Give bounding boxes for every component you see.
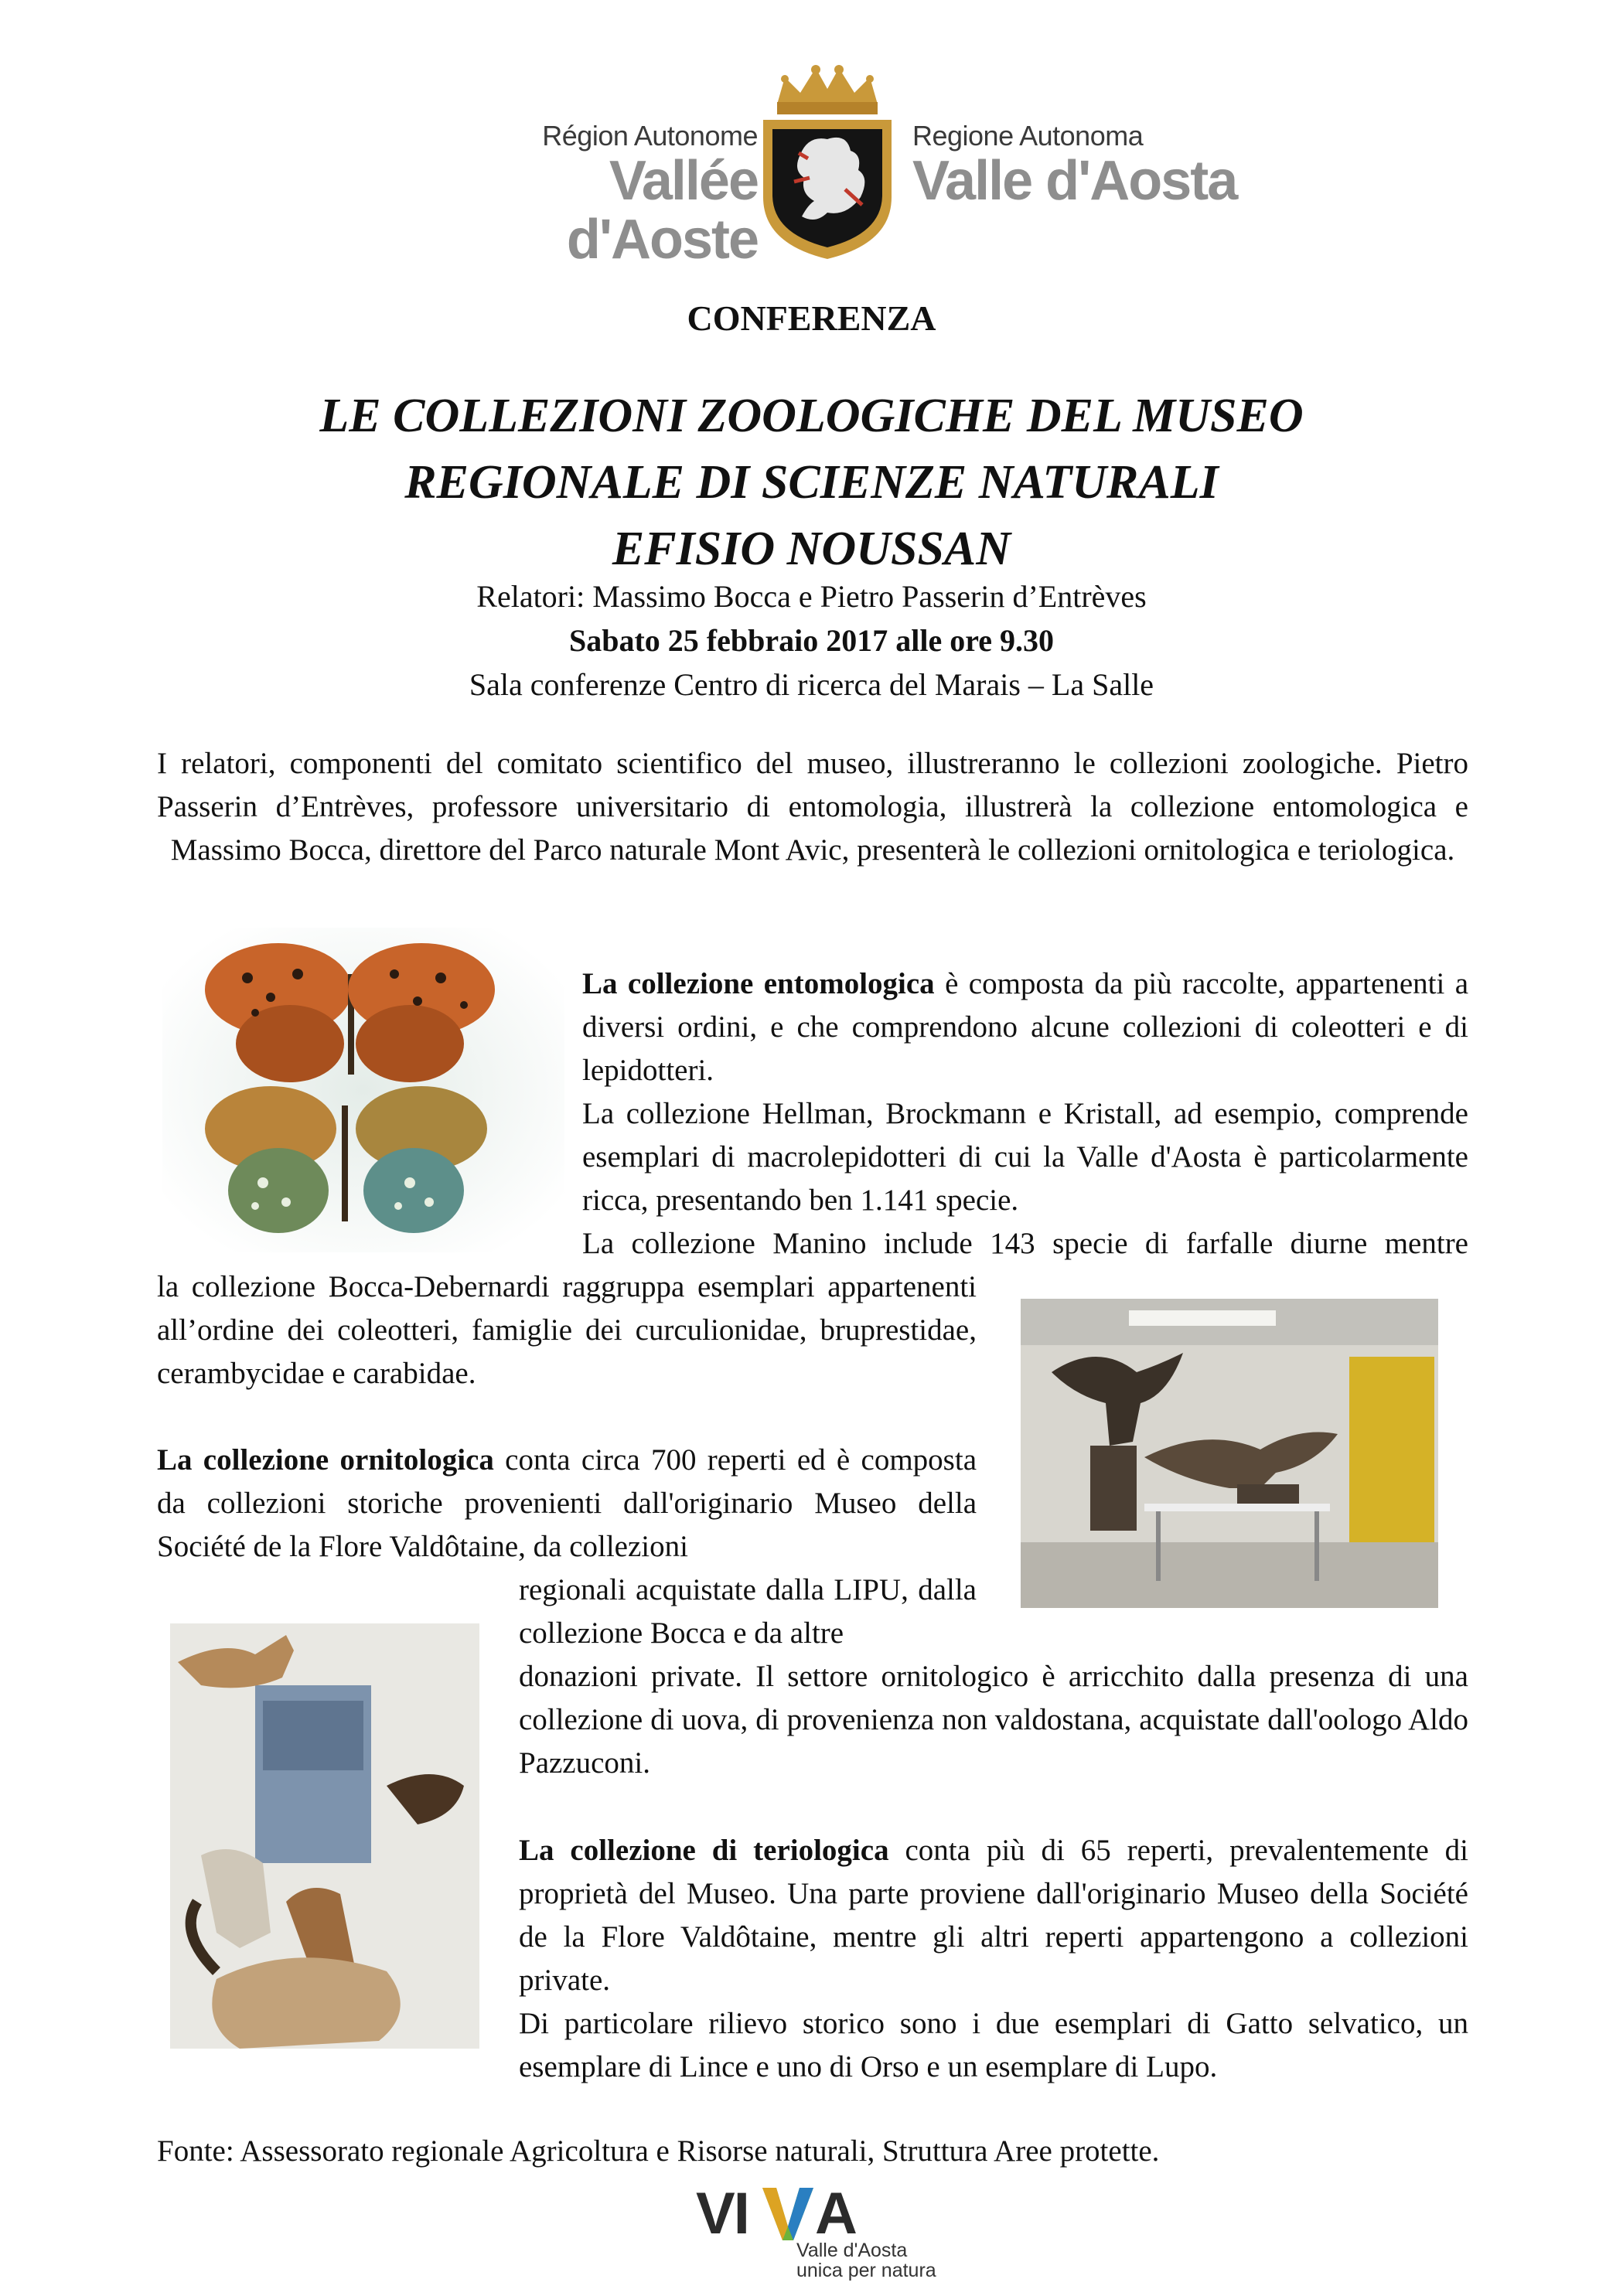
viva-brand-left: VI <box>696 2181 748 2247</box>
coat-of-arms-icon <box>754 62 901 263</box>
ornithology-paragraph-1 <box>157 1439 977 1569</box>
entomology-text: è composta da più raccolte, appartenenti a diversi ordini, e che comprendono alcune collezioni di coleotteri e di lepidotteri. <box>582 967 1469 1087</box>
viva-logo <box>696 2180 943 2281</box>
region-fr-small: Région Autonome <box>542 120 758 152</box>
entomology-heading: La collezione entomologica <box>582 967 935 1000</box>
entomology-paragraph-1 <box>582 962 1468 1092</box>
theriology-paragraph-2: Di particolare rilievo storico sono i due esemplari di Gatto selvatico, un esemplare di Lince e uno di Orso e un esemplare di Lupo. <box>519 2007 1468 2083</box>
ornithology-heading: La collezione ornitologica <box>157 1443 494 1477</box>
entomology-paragraph-4: la collezione Bocca-Debernardi raggruppa esemplari appartenenti all’ordine dei coleotteri, famiglie dei curculionidae, bruprestidae, cerambycidae e carabidae. <box>157 1270 977 1390</box>
theriology-paragraph-1 <box>519 1829 1468 2002</box>
event-venue: Sala conferenze Centro di ricerca del Marais – La Salle <box>469 667 1154 702</box>
ornithology-paragraph-2: regionali acquistate dalla LIPU, dalla collezione Bocca e da altre <box>519 1573 977 1650</box>
intro-paragraph: I relatori, componenti del comitato scientifico del museo, illustreranno le collezioni zoologiche. Pietro Passerin d’Entrèves, professore universitario di entomologia, illustrerà la collezione entomologica e Massimo Bocca, direttore del Parco naturale Mont Avic, presenterà le collezioni ornitologica e teriologica. <box>157 747 1468 867</box>
source-note: Fonte: Assessorato regionale Agricoltura e Risorse naturali, Struttura Aree protette. <box>157 2134 1160 2168</box>
entomology-paragraph-2: La collezione Hellman, Brockmann e Kristall, ad esempio, comprende esemplari di macrolepidotteri di cui la Valle d'Aosta è particolarmente ricca, presentando ben 1.141 specie. <box>582 1097 1468 1217</box>
title-line: LE COLLEZIONI ZOOLOGICHE DEL MUSEO <box>319 390 1304 442</box>
region-it-big: Valle d'Aosta <box>912 150 1237 212</box>
ornithology-text: conta circa 700 reperti ed è composta da collezioni storiche provenienti dall'originario Museo della Société de la Flore Valdôtaine, da collezioni <box>157 1443 977 1563</box>
title-line: REGIONALE DI SCIENZE NATURALI <box>404 456 1219 509</box>
theriology-collection-photo <box>155 1608 495 2064</box>
ornithology-room-photo <box>1005 1287 1454 1620</box>
region-fr-big: Vallée d'Aoste <box>566 150 758 271</box>
viva-line2: unica per natura <box>796 2260 936 2281</box>
viva-v-mark-icon <box>761 2180 815 2242</box>
theriology-heading: La collezione di teriologica <box>519 1834 889 1867</box>
conference-title <box>0 383 1623 582</box>
butterfly-collection-photo <box>162 928 564 1252</box>
speakers: Relatori: Massimo Bocca e Pietro Passerin d’Entrèves <box>476 579 1147 614</box>
ornithology-paragraph-3: donazioni private. Il settore ornitologico è arricchito dalla presenza di una collezione di uova, di provenienza non valdostana, acquistate dall'oologo Aldo Pazzuconi. <box>519 1660 1468 1780</box>
region-name-fr <box>433 120 758 269</box>
entomology-paragraph-3: La collezione Manino include 143 specie di farfalle diurne mentre <box>582 1227 1468 1260</box>
region-name-it <box>912 120 1237 211</box>
theriology-text: conta più di 65 reperti, prevalentemente di proprietà del Museo. Una parte proviene dall'originario Museo della Société de la Flore Valdôtaine, mentre gli altri reperti appartengono a collezioni private. <box>519 1834 1468 1997</box>
viva-line1: Valle d'Aosta <box>796 2240 908 2261</box>
event-date: Sabato 25 febbraio 2017 alle ore 9.30 <box>568 623 1054 658</box>
viva-brand-right: A <box>815 2181 858 2247</box>
conference-label: CONFERENZA <box>687 298 936 338</box>
region-it-small: Regione Autonoma <box>912 120 1144 152</box>
title-line: EFISIO NOUSSAN <box>612 523 1011 575</box>
